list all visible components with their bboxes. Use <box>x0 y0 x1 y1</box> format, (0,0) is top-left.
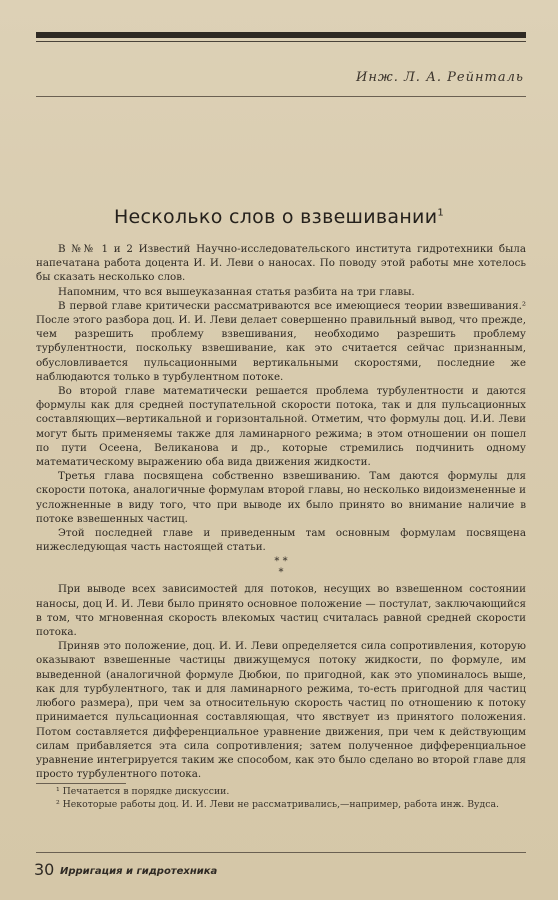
footnote: ¹ Печатается в порядке дискуссии. <box>56 786 230 797</box>
section-separator: * * * <box>274 556 288 579</box>
journal-name: Ирригация и гидротехника <box>60 866 218 877</box>
top-thin-rule <box>36 41 526 42</box>
footnote-rule <box>36 783 126 784</box>
paragraph: В №№ 1 и 2 Известий Научно-исследовательского института гидротехники была напечатана работа доцента И. И. Леви о наносах. По поводу этой работы мне хотелось бы сказать несколько слов. <box>36 243 526 284</box>
author-byline: Инж. Л. А. Рейнталь <box>356 70 524 85</box>
title-text: Несколько слов о взвешивании <box>113 206 438 228</box>
article-title <box>0 206 558 228</box>
author-rule <box>36 96 526 97</box>
paragraph: Приняв это положение, доц. И. И. Леви определяется сила сопротивления, которую оказывают взвешенные частицы движущемуся потоку жидкости, по формуле, им выведенной (аналогичной формуле Дюбюи, по пригодной, как это упоминалось выше, как для турбулентного, так и для ламинарного режима, то-есть пригодной для частиц любого размера), при чем за относительную скорость частиц по отношению к потоку принимается пульсационная составляющая, что явствует из принятого положения. Потом составляется дифференциальное уравнение движения, при чем к действующим силам прибавляется эта сила сопротивления; затем полученное дифференциальное уравнение интегрируется таким же способом, как это было сделано во второй главе для просто турбулентного потока. <box>36 640 526 781</box>
paragraph: Во второй главе математически решается проблема турбулентности и даются формулы как для средней поступательной скорости потока, так и для пульсационных составляющих—вертикальной и горизонтальной. Отметим, что формулы доц. И.И. Леви могут быть применяемы также для ламинарного режима; в этом отношении он пошел по пути Осеена, Великанова и др., которые стремились подчинить одному математическому выражению оба вида движения жидкости. <box>36 385 526 469</box>
paragraph: Напомним, что вся вышеуказанная статья разбита на три главы. <box>58 285 415 298</box>
paragraph: При выводе всех зависимостей для потоков, несущих во взвешенном состоянии наносы, доц И. И. Леви было принято основное положение — постулат, заключающийся в том, что мгновенная скорость влекомых частиц считалась равной средней скорости потока. <box>36 583 526 639</box>
footnote: ² Некоторые работы доц. И. И. Леви не рассматривались,—например, работа инж. Вудса. <box>56 798 499 810</box>
title-footnote-mark: 1 <box>437 207 445 219</box>
paragraph: Третья глава посвящена собственно взвешиванию. Там даются формулы для скорости потока, аналогичные формулам второй главы, но несколько видоизмененные и усложненные в виду того, что при выводе их было принято во внимание наличие в потоке взвешенных частиц. <box>36 470 526 525</box>
article-body <box>36 242 526 781</box>
paragraph: Этой последней главе и приведенным там основным формулам посвящена нижеследующая часть настоящей статьи. <box>36 527 526 554</box>
footnotes <box>56 786 526 811</box>
paragraph: В первой главе критически рассматриваются все имеющиеся теории взвешивания.² После этого разбора доц. И. И. Леви делает совершенно правильный вывод, что прежде, чем разрешить проблему взвешивания, необходимо разрешить проблему турбулентности, поскольку взвешивание, как это считается сейчас признанным, обусловливается пульсационными вертикальными скоростями, последние же наблюдаются только в турбулентном потоке. <box>36 299 526 383</box>
page-number: 30 <box>34 860 55 879</box>
top-thick-rule <box>36 32 526 38</box>
footer-rule <box>36 852 526 853</box>
